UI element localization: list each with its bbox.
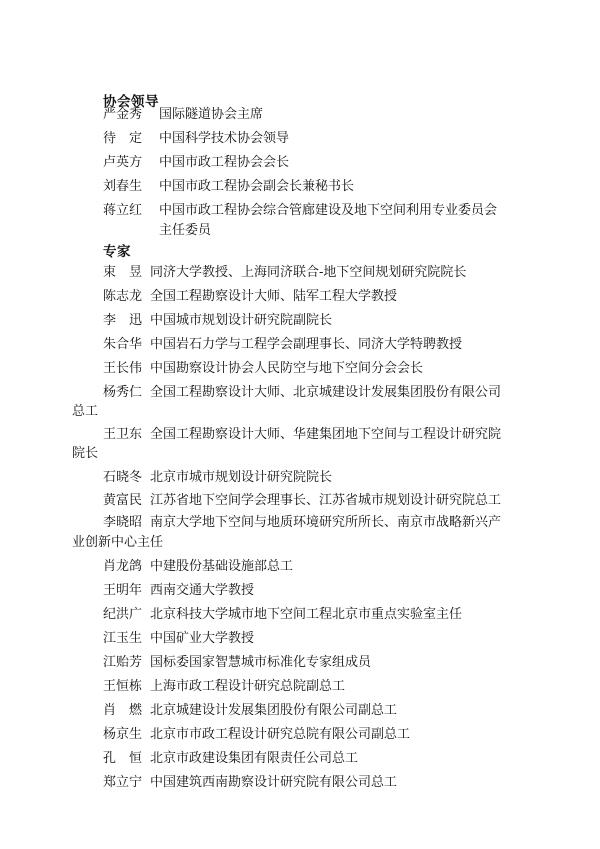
list-item — [103, 605, 462, 625]
person-title: 中国岩石力学与工程学会副理事长、同济大学特聘教授 — [150, 337, 463, 352]
person-title: 中国建筑西南勘察设计研究院有限公司总工 — [150, 775, 398, 790]
list-item — [103, 105, 263, 125]
list-item — [103, 425, 501, 445]
section-heading-leaders: 协会领导 — [103, 94, 159, 110]
person-title: 国标委国家智慧城市标准化专家组成员 — [150, 655, 372, 670]
person-title: 北京市政建设集团有限责任公司总工 — [150, 751, 359, 766]
person-name: 黄富民 — [103, 493, 143, 508]
list-item — [103, 263, 466, 283]
list-item — [103, 287, 397, 307]
person-name: 卢英方 — [103, 155, 143, 170]
person-title: 北京市市政工程设计研究总院有限公司副总工 — [150, 727, 411, 742]
person-title: 北京科技大学城市地下空间工程北京市重点实验室主任 — [150, 607, 463, 622]
list-item — [103, 201, 497, 221]
person-title: 北京市城市规划设计研究院院长 — [150, 470, 333, 485]
person-name: 王卫东 — [103, 427, 143, 442]
person-title: 上海市政工程设计研究总院副总工 — [150, 679, 346, 694]
list-item — [103, 513, 501, 533]
list-item-continuation: 主任委员 — [159, 223, 212, 238]
person-title: 江苏省地下空间学会理事长、江苏省城市规划设计研究院总工 — [150, 493, 502, 508]
person-name: 石晓冬 — [103, 470, 143, 485]
person-name: 纪洪广 — [103, 607, 143, 622]
person-name: 刘春生 — [103, 179, 143, 194]
list-item — [103, 749, 358, 769]
person-name: 待 定 — [103, 131, 143, 146]
person-name: 蒋立红 — [103, 203, 143, 218]
list-item — [103, 177, 354, 197]
person-title: 中国矿业大学教授 — [150, 631, 255, 646]
person-name: 束 昱 — [103, 265, 143, 280]
person-title: 中国城市规划设计研究院副院长 — [150, 313, 333, 328]
person-title: 南京大学地下空间与地质环境研究所所长、南京市战略新兴产 — [150, 515, 502, 530]
person-name: 王明年 — [103, 583, 143, 598]
person-title: 中国市政工程协会会长 — [159, 155, 290, 170]
person-name: 王长伟 — [103, 361, 143, 376]
list-item — [103, 557, 293, 577]
person-title: 中国科学技术协会领导 — [159, 131, 290, 146]
list-item — [103, 335, 462, 355]
person-name: 王恒栋 — [103, 679, 143, 694]
list-item-continuation: 院长 — [72, 446, 99, 461]
person-title: 全国工程勘察设计大师、陆军工程大学教授 — [150, 289, 398, 304]
person-name: 李 迅 — [103, 313, 143, 328]
list-item — [103, 581, 254, 601]
person-title: 全国工程勘察设计大师、华建集团地下空间与工程设计研究院 — [150, 427, 502, 442]
person-name: 郑立宁 — [103, 775, 143, 790]
list-item — [103, 383, 501, 403]
list-item — [103, 311, 332, 331]
list-item — [103, 129, 289, 149]
person-name: 孔 恒 — [103, 751, 143, 766]
list-item — [103, 677, 345, 697]
person-title: 中国市政工程协会综合管廊建设及地下空间利用专业委员会 — [159, 203, 498, 218]
person-title: 中国勘察设计协会人民防空与地下空间分会会长 — [150, 361, 424, 376]
list-item — [103, 491, 501, 511]
person-name: 严金秀 — [103, 107, 143, 122]
person-title: 中建股份基础设施部总工 — [150, 559, 294, 574]
list-item — [103, 359, 423, 379]
list-item — [103, 629, 254, 649]
person-title: 国际隧道协会主席 — [159, 107, 264, 122]
person-name: 李晓昭 — [103, 515, 143, 530]
person-name: 江贻芳 — [103, 655, 143, 670]
person-name: 杨秀仁 — [103, 385, 143, 400]
person-title: 西南交通大学教授 — [150, 583, 255, 598]
list-item — [103, 701, 397, 721]
person-name: 肖龙鸽 — [103, 559, 143, 574]
list-item — [103, 468, 332, 488]
person-name: 朱合华 — [103, 337, 143, 352]
person-name: 陈志龙 — [103, 289, 143, 304]
person-name: 江玉生 — [103, 631, 143, 646]
person-title: 北京城建设计发展集团股份有限公司副总工 — [150, 703, 398, 718]
person-title: 全国工程勘察设计大师、北京城建设计发展集团股份有限公司 — [150, 385, 502, 400]
list-item — [103, 653, 371, 673]
person-title: 同济大学教授、上海同济联合-地下空间规划研究院院长 — [150, 265, 467, 280]
list-item — [103, 725, 410, 745]
list-item-continuation: 总工 — [72, 404, 99, 419]
person-name: 杨京生 — [103, 727, 143, 742]
list-item — [103, 773, 397, 793]
section-heading-experts: 专家 — [103, 244, 131, 260]
person-title: 中国市政工程协会副会长兼秘书长 — [159, 179, 355, 194]
list-item-continuation: 业创新中心主任 — [72, 535, 164, 550]
person-name: 肖 燃 — [103, 703, 143, 718]
list-item — [103, 153, 289, 173]
